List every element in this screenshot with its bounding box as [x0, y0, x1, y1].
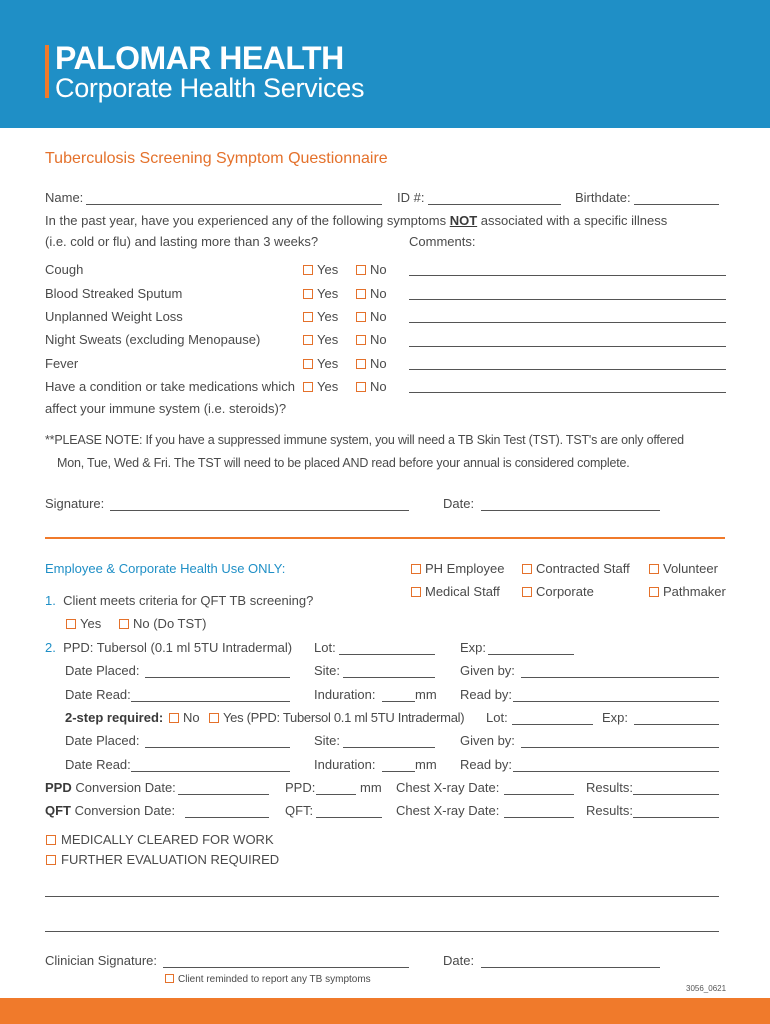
form-code: 3056_0621 [686, 984, 727, 993]
note-line-2: Mon, Tue, Wed & Fri. The TST will need to be placed AND read before your annual is considered complete. [57, 456, 630, 470]
mm-2-label: mm [415, 757, 437, 772]
medical-staff-checkbox[interactable] [411, 587, 421, 597]
symptom-label: Cough [45, 262, 84, 277]
induration-2-field[interactable] [382, 771, 415, 772]
given-by-2-label: Given by: [460, 733, 515, 748]
symptom-no-checkbox[interactable] [356, 382, 366, 392]
read-by-label: Read by: [460, 687, 513, 702]
induration-field[interactable] [382, 701, 415, 702]
symptom-no-checkbox[interactable] [356, 289, 366, 299]
form-title: Tuberculosis Screening Symptom Questionnaire [45, 150, 388, 167]
given-by-label: Given by: [460, 663, 515, 678]
site-2-label: Site: [314, 733, 341, 748]
qft-conversion-field[interactable] [185, 817, 269, 818]
two-step-no-checkbox[interactable] [169, 713, 179, 723]
ppd-conversion-field[interactable] [178, 794, 269, 795]
question-line-1 [45, 213, 667, 229]
qft-result-field[interactable] [316, 817, 382, 818]
date-placed-2-label: Date Placed: [65, 733, 140, 748]
note-line-1: **PLEASE NOTE: If you have a suppressed immune system, you will need a TB Skin Test (TST). TST's are only offered [45, 433, 684, 447]
results-label: Results: [586, 780, 633, 795]
qft-bold: QFT [45, 803, 71, 818]
chest-xray-field[interactable] [504, 794, 574, 795]
birthdate-label: Birthdate: [575, 190, 631, 205]
further-evaluation-label: FURTHER EVALUATION REQUIRED [61, 852, 280, 867]
reminder-label: Client reminded to report any TB symptoms [178, 974, 371, 985]
signature-label: Signature: [45, 496, 105, 511]
notes-line[interactable] [45, 931, 719, 932]
comment-field[interactable] [409, 275, 726, 276]
medically-cleared-label: MEDICALLY CLEARED FOR WORK [61, 832, 274, 847]
symptom-label-line2: affect your immune system (i.e. steroids)? [45, 401, 287, 416]
conversion-date-text: Conversion Date: [74, 803, 176, 818]
qft-no-checkbox[interactable] [119, 619, 129, 629]
symptom-label: Unplanned Weight Loss [45, 309, 183, 324]
conversion-date-text: Conversion Date: [75, 780, 176, 795]
induration-label: Induration: [314, 687, 376, 702]
question-part1: In the past year, have you experienced any of the following symptoms [45, 213, 447, 228]
two-step-label: 2-step required: [65, 710, 164, 725]
no-label: No [370, 379, 387, 394]
symptom-yes-checkbox[interactable] [303, 359, 313, 369]
medically-cleared-checkbox[interactable] [46, 835, 56, 845]
date-read-field[interactable] [131, 701, 290, 702]
id-label: ID #: [397, 190, 425, 205]
q1-yes-label: Yes [80, 616, 102, 631]
category-label: Pathmaker [663, 584, 726, 599]
clinician-signature-label: Clinician Signature: [45, 953, 158, 968]
site-label: Site: [314, 663, 341, 678]
lot-label: Lot: [314, 640, 336, 655]
exp-field[interactable] [488, 654, 574, 655]
no-label: No [370, 309, 387, 324]
results-2-field[interactable] [633, 817, 719, 818]
comment-field[interactable] [409, 322, 726, 323]
no-label: No [370, 356, 387, 371]
q2-text: PPD: Tubersol (0.1 ml 5TU Intradermal) [63, 640, 293, 655]
ppd-conversion-label [45, 780, 176, 796]
yes-label: Yes [317, 332, 339, 347]
two-step-yes-checkbox[interactable] [209, 713, 219, 723]
clinician-signature-field[interactable] [163, 967, 409, 968]
yes-label: Yes [317, 262, 339, 277]
category-label: Corporate [536, 584, 594, 599]
symptom-yes-checkbox[interactable] [303, 289, 313, 299]
date-placed-2-field[interactable] [145, 747, 290, 748]
yes-label: Yes [317, 356, 339, 371]
name-field[interactable] [86, 204, 382, 205]
q1-number: 1. [45, 593, 56, 608]
given-by-field[interactable] [521, 677, 719, 678]
symptom-yes-checkbox[interactable] [303, 265, 313, 275]
q2-number: 2. [45, 640, 56, 655]
symptom-label: Have a condition or take medications which [45, 379, 296, 394]
read-by-2-label: Read by: [460, 757, 513, 772]
site-field[interactable] [343, 677, 435, 678]
qft-conversion-label [45, 803, 175, 819]
symptom-yes-checkbox[interactable] [303, 382, 313, 392]
section-divider [45, 537, 725, 539]
read-by-2-field[interactable] [513, 771, 719, 772]
footer-bar [0, 998, 770, 1024]
brand-accent-bar [45, 45, 49, 98]
mm-label: mm [415, 687, 437, 702]
comment-field[interactable] [409, 369, 726, 370]
q1-no-label: No (Do TST) [133, 616, 207, 631]
exp-label: Exp: [460, 640, 487, 655]
date-placed-label: Date Placed: [65, 663, 140, 678]
category-label: Contracted Staff [536, 561, 630, 576]
question-not: NOT [449, 213, 478, 228]
symptom-label: Fever [45, 356, 79, 371]
clinician-date-label: Date: [443, 953, 475, 968]
employee-heading: Employee & Corporate Health Use ONLY: [45, 561, 286, 576]
yes-label: Yes [317, 379, 339, 394]
given-by-2-field[interactable] [521, 747, 719, 748]
two-step-exp-field[interactable] [634, 724, 719, 725]
symptom-no-checkbox[interactable] [356, 359, 366, 369]
two-step-no-label: No [183, 710, 200, 725]
birthdate-field[interactable] [634, 204, 719, 205]
category-label: Volunteer [663, 561, 718, 576]
comment-field[interactable] [409, 299, 726, 300]
chest-xray-2-label: Chest X-ray Date: [396, 803, 500, 818]
symptom-yes-checkbox[interactable] [303, 312, 313, 322]
header-banner [0, 0, 770, 128]
date-field[interactable] [481, 510, 660, 511]
symptom-label: Night Sweats (excluding Menopause) [45, 332, 261, 347]
further-evaluation-checkbox[interactable] [46, 855, 56, 865]
clinician-date-field[interactable] [481, 967, 660, 968]
corporate-checkbox[interactable] [522, 587, 532, 597]
two-step-exp-label: Exp: [602, 710, 629, 725]
q2-row [45, 640, 292, 656]
yes-label: Yes [317, 309, 339, 324]
site-2-field[interactable] [343, 747, 435, 748]
no-label: No [370, 332, 387, 347]
contracted-staff-checkbox[interactable] [522, 564, 532, 574]
date-label: Date: [443, 496, 475, 511]
ppd-result-field[interactable] [316, 794, 356, 795]
two-step-yes-label: Yes (PPD: Tubersol 0.1 ml 5TU Intradermal) [223, 710, 465, 725]
comments-label: Comments: [409, 234, 476, 249]
category-label: Medical Staff [425, 584, 500, 599]
q1-text: Client meets criteria for QFT TB screening? [63, 593, 314, 608]
id-field[interactable] [428, 204, 561, 205]
results-2-label: Results: [586, 803, 633, 818]
two-step-lot-label: Lot: [486, 710, 508, 725]
date-read-label: Date Read: [65, 687, 131, 702]
symptom-yes-checkbox[interactable] [303, 335, 313, 345]
comment-field[interactable] [409, 392, 726, 393]
question-line-2: (i.e. cold or flu) and lasting more than 3 weeks? [45, 234, 319, 249]
read-by-field[interactable] [513, 701, 719, 702]
ppd-result-label: PPD: [285, 780, 316, 795]
date-read-2-label: Date Read: [65, 757, 131, 772]
symptom-no-checkbox[interactable] [356, 335, 366, 345]
comment-field[interactable] [409, 346, 726, 347]
brand-name: PALOMAR HEALTH [55, 40, 344, 76]
chest-xray-label: Chest X-ray Date: [396, 780, 500, 795]
yes-label: Yes [317, 286, 339, 301]
two-step-lot-field[interactable] [512, 724, 593, 725]
ppd-bold: PPD [45, 780, 72, 795]
name-label: Name: [45, 190, 84, 205]
q1-row [45, 593, 313, 609]
symptom-no-checkbox[interactable] [356, 312, 366, 322]
date-placed-field[interactable] [145, 677, 290, 678]
ph-employee-checkbox[interactable] [411, 564, 421, 574]
chest-xray-2-field[interactable] [504, 817, 574, 818]
category-label: PH Employee [425, 561, 505, 576]
reminder-checkbox[interactable] [165, 974, 174, 983]
question-part2: associated with a specific illness [480, 213, 668, 228]
brand-subtitle: Corporate Health Services [55, 73, 365, 103]
symptom-label: Blood Streaked Sputum [45, 286, 183, 301]
signature-field[interactable] [110, 510, 409, 511]
induration-2-label: Induration: [314, 757, 376, 772]
results-field[interactable] [633, 794, 719, 795]
qft-yes-checkbox[interactable] [66, 619, 76, 629]
date-read-2-field[interactable] [131, 771, 290, 772]
lot-field[interactable] [339, 654, 435, 655]
no-label: No [370, 262, 387, 277]
qft-result-label: QFT: [285, 803, 314, 818]
pathmaker-checkbox[interactable] [649, 587, 659, 597]
symptom-no-checkbox[interactable] [356, 265, 366, 275]
volunteer-checkbox[interactable] [649, 564, 659, 574]
notes-line[interactable] [45, 896, 719, 897]
ppd-mm-label: mm [360, 780, 382, 795]
no-label: No [370, 286, 387, 301]
